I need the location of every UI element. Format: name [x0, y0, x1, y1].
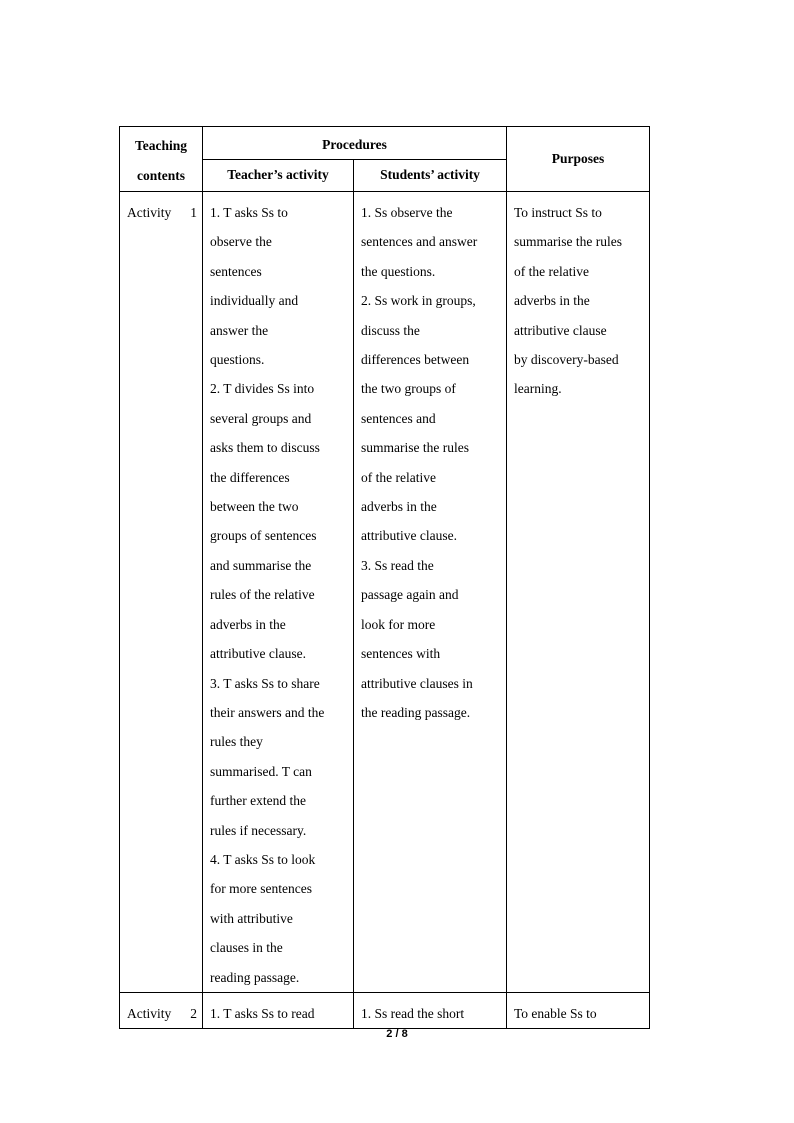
teacher-activity-text: 1. T asks Ss to observe the sentences individually and answer the questions. 2. T divides Ss into several groups and asks them to discuss the differences between the two groups of sentences and summarise the rules of the relative adverbs in the attributive clause. 3. T asks Ss to share their answers and the rules they summarised. T can further extend the rules if necessary. 4. T asks Ss to look for more sentences with attributive clauses in the reading passage.: [210, 205, 325, 985]
students-activity-text: 1. Ss observe the sentences and answer the questions. 2. Ss work in groups, discuss the differences between the two groups of sentences and summarise the rules of the relative adverbs in the attributive clause. 3. Ss read the passage again and look for more sentences with attributive clauses in the reading passage.: [361, 205, 478, 720]
table-row-activity-1: [120, 192, 650, 993]
teacher-activity-cell: [203, 992, 354, 1028]
page-number: 2 / 8: [386, 1028, 408, 1040]
header-teaching-contents: [120, 127, 203, 192]
purpose-cell: [507, 992, 650, 1028]
teacher-activity-cell: [203, 192, 354, 993]
header-students-activity-label: Students’ activity: [380, 166, 480, 182]
header-students-activity: [354, 159, 507, 192]
activity-label: Activity: [127, 205, 172, 220]
students-activity-cell: [354, 192, 507, 993]
header-purposes-label: Purposes: [551, 151, 605, 166]
header-purposes: [507, 127, 650, 192]
students-activity-cell: [354, 992, 507, 1028]
header-teaching-contents-label: Teaching contents: [134, 138, 188, 183]
purpose-cell: [507, 192, 650, 993]
activity-label: Activity: [127, 1005, 172, 1021]
lesson-plan-table: [119, 126, 650, 1029]
activity-name: [120, 192, 202, 227]
teacher-activity-text: 1. T asks Ss to read: [210, 1005, 315, 1021]
activity-number: 2: [190, 1005, 197, 1021]
header-teachers-activity-label: Teacher’s activity: [227, 166, 329, 182]
header-procedures-label: Procedures: [322, 136, 387, 152]
header-teachers-activity: [203, 159, 354, 192]
activity-name: [120, 993, 202, 1028]
activity-cell: [120, 992, 203, 1028]
table-row-activity-2: [120, 992, 650, 1028]
header-procedures: [203, 127, 507, 160]
purpose-text: To enable Ss to: [514, 1005, 597, 1021]
header-row-1: [120, 127, 650, 160]
students-activity-text: 1. Ss read the short: [361, 1005, 465, 1021]
activity-cell: [120, 192, 203, 993]
purpose-text: To instruct Ss to summarise the rules of the relative adverbs in the attributive clause by discovery-based learning.: [514, 205, 622, 397]
activity-number: 1: [190, 205, 197, 220]
